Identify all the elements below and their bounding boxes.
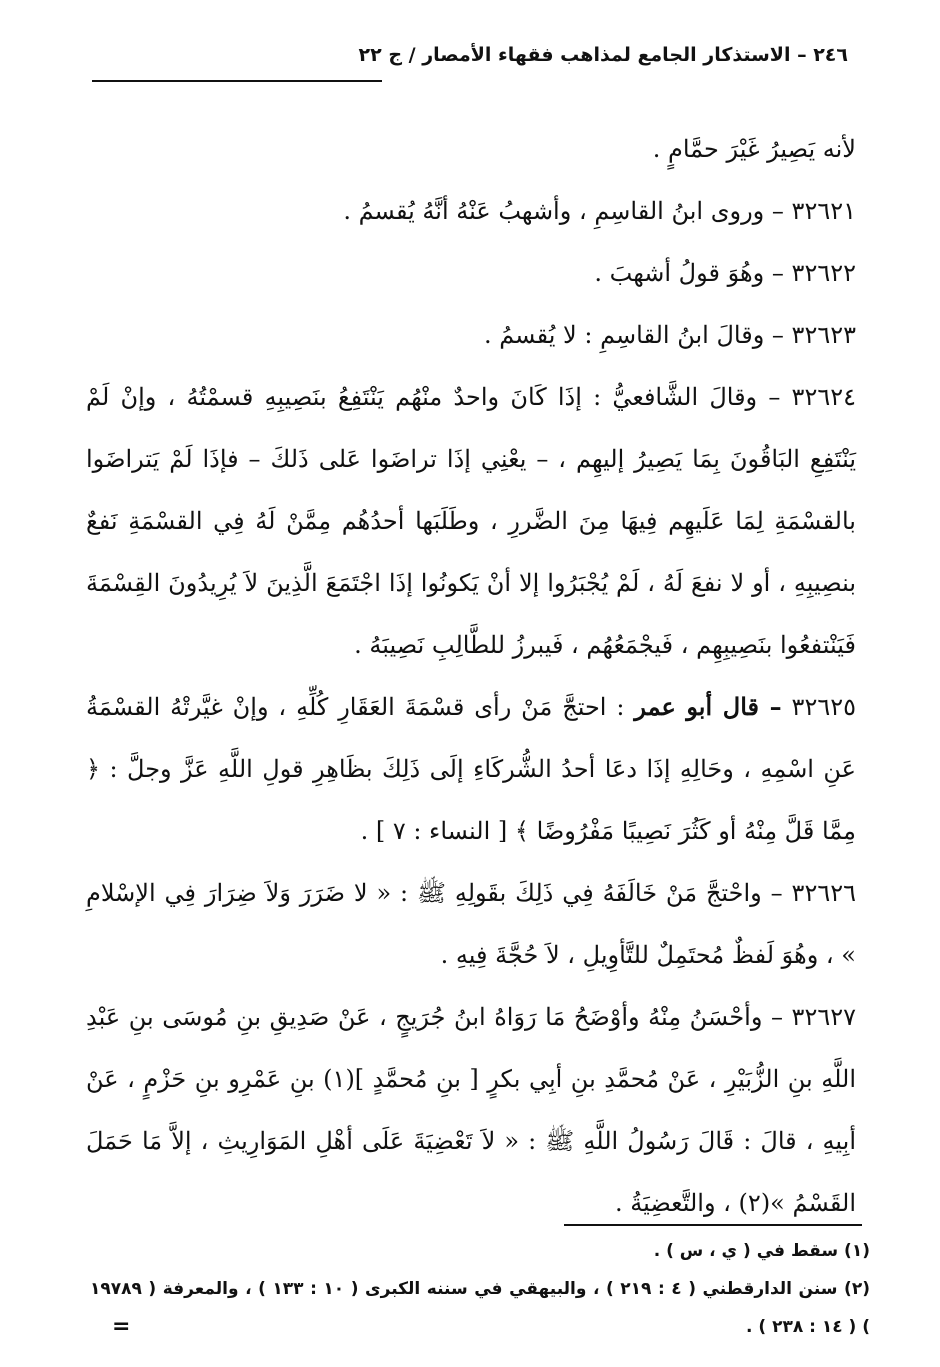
paragraph (86, 366, 856, 676)
paragraph-text: : احتجَّ مَنْ رأى قسْمَةَ العَقَارِ كُلِّهِ ، وإنْ غيَّرتْهُ القسْمَةُ عَنِ اسْمِهِ ، وحَالِهِ إذَا دعَا أحدُ الشُّركَاءِ إلَى ذَلِكَ بظَاهِرِ قولِ اللَّهِ عَزَّ وجلَّ : ﴿ مِمَّا قَلَّ مِنْهُ أو كَثُرَ نَصِيبًا مَفْرُوضًا ﴾ [ النساء : ٧ ] . (86, 693, 856, 845)
paragraph-number: ٣٢٦٢٧ (791, 1003, 856, 1031)
footnotes (90, 1232, 870, 1346)
main-text (86, 118, 856, 1234)
paragraph-number: ٣٢٦٢٢ (791, 259, 856, 287)
paragraph (86, 862, 856, 986)
continuation-mark: = (112, 1314, 131, 1339)
footnote: (٢) سنن الدارقطني ( ٤ : ٢١٩ ) ، والبيهقي في سننه الكبرى ( ١٠ : ١٣٣ ) ، والمعرفة ( ١٩٧٨٩ ) ( ١٤ : ٢٣٨ ) . (90, 1279, 870, 1337)
paragraph (86, 118, 856, 180)
paragraph-text: لأنه يَصِيرُ غَيْرَ حمَّامٍ . (652, 135, 856, 163)
paragraph-text: – وأحْسَنُ مِنْهُ وأوْضَحُ مَا رَوَاهُ ابنُ جُرَيجٍ ، عَنْ صَدِيقِ بنِ مُوسَى بنِ عَبْدِ اللَّهِ بنِ الزُّبَيْرِ ، عَنْ مُحمَّدِ بنِ أبِي بكرٍ [ بنِ مُحمَّدٍ ](١) بنِ عَمْرِو بنِ حَزْمٍ ، عَنْ أبِيهِ ، قالَ : قَالَ رَسُولُ اللَّهِ ﷺ : « لاَ تَعْضِيَةَ عَلَى أهْلِ المَوَارِيثِ ، إلاَّ مَا حَمَلَ القَسْمُ »(٢) ، والتَّعضِيَةُ . (86, 1003, 857, 1217)
paragraph (86, 242, 856, 304)
paragraph-text: – واحْتجَّ مَنْ خَالَفَهُ فِي ذَلِكَ بقَولِهِ ﷺ : « لا ضَرَرَ وَلاَ ضِرَارَ فِي الإسْلامِ » ، وهُوَ لَفظٌ مُحتَمِلٌ للتَّأوِيلِ ، لاَ حُجَّةَ فِيهِ . (86, 879, 856, 969)
footnote-rule (564, 1224, 862, 1226)
paragraph (86, 986, 856, 1234)
header-rule (92, 80, 382, 82)
paragraph (86, 180, 856, 242)
paragraph-lead: – قال أبو عمر (634, 692, 782, 721)
paragraph-text: – وروى ابنُ القاسِمِ ، وأشهبُ عَنْهُ أنَّهُ يُقسمُ . (343, 197, 784, 225)
paragraph (86, 676, 856, 862)
paragraph (86, 304, 856, 366)
footnote: (١) سقط في ( ي ، س ) . (653, 1241, 870, 1261)
paragraph-number: ٣٢٦٢٦ (791, 879, 856, 907)
paragraph-number: ٣٢٦٢١ (791, 197, 856, 225)
paragraph-text: – وهُوَ قولُ أشهبَ . (594, 259, 784, 287)
paragraph-text: – وقالَ ابنُ القاسِمِ : لا يُقسمُ . (483, 321, 784, 349)
paragraph-number: ٣٢٦٢٣ (791, 321, 856, 349)
running-header: ٢٤٦ – الاستذكار الجامع لمذاهب فقهاء الأمصار / ج ٢٢ (358, 44, 848, 66)
paragraph-number: ٣٢٦٢٤ (791, 383, 856, 411)
paragraph-number: ٣٢٦٢٥ (791, 693, 856, 721)
paragraph-text: – وقالَ الشَّافعيُّ : إذَا كَانَ واحدٌ منْهُم يَنْتَفِعُ بنَصِيبِهِ قسمْتُهُ ، وإنْ لَمْ يَنْتَفِعِ البَاقُونَ بِمَا يَصِيرُ إليهِم ، – يعْنِي إذَا تراضَوا عَلى ذَلكَ – فإذَا لَمْ يَتراضَوا بالقسْمَةِ لِمَا عَلَيهِم فِيهَا مِنَ الضَّررِ ، وطَلَبَها أحدُهُم مِمَّنْ لَهُ فِي القسْمَةِ نَفعٌ بنصِيبِهِ ، أو لا نفعَ لَهُ ، لَمْ يُجْبَرُوا إلا أنْ يَكونُوا إذَا اجْتَمَعَ الَّذِينَ لاَ يُرِيدُونَ القِسْمَةَ فَيَنْتفعُوا بنَصِيبِهِم ، فَيجْمَعُهُم ، فَيبرزُ للطَّالِبِ نَصِيبَهُ . (86, 383, 857, 659)
